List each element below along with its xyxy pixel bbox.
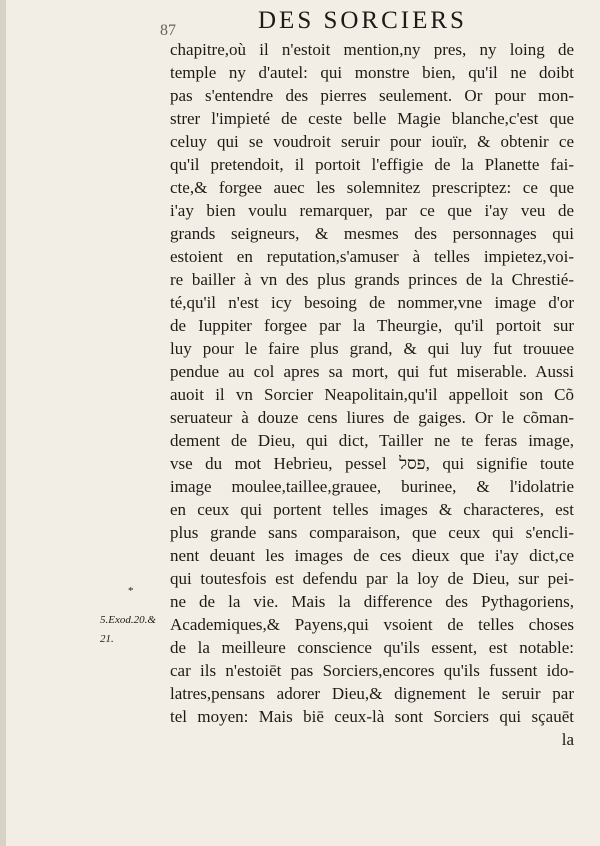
text-line: strer l'impieté de ceste belle Magie blanche,c'est que — [170, 109, 574, 128]
page-edge — [0, 0, 6, 846]
text-line: car ils n'estoiēt pas Sorciers,encores qu'ils fussent ido- — [170, 661, 574, 680]
text-line: re bailler à vn des plus grands princes de la Chrestié- — [170, 270, 574, 289]
text-line: plus grande sans comparaison, que ceux qui s'encli- — [170, 523, 574, 542]
text-line: ne de la vie. Mais la difference des Pythagoriens, — [170, 592, 574, 611]
text-line: pendue au col apres sa mort, qui fut miserable. Aussi — [170, 362, 574, 381]
page-number: 87 — [160, 22, 176, 39]
text-line: de la meilleure conscience qu'ils essent, est notable: — [170, 638, 574, 657]
margin-citation-line: 21. — [100, 633, 114, 645]
text-line: qui toutesfois est defendu par la loy de Dieu, sur pei- — [170, 569, 574, 588]
text-line: latres,pensans adorer Dieu,& dignement le seruir par — [170, 684, 574, 703]
text-line: té,qu'il n'est icy besoing de nommer,vne image d'or — [170, 293, 574, 312]
text-line: temple ny d'autel: qui monstre bien, qu'il ne doibt — [170, 63, 574, 82]
text-line: seruateur à douze cens liures de gaiges. Or le cõman- — [170, 408, 574, 427]
text-line: vse du mot Hebrieu, pessel פסל, qui signifie toute — [170, 454, 574, 473]
running-title: DES SORCIERS — [258, 7, 467, 34]
text-line: chapitre,où il n'estoit mention,ny pres, ny loing de — [170, 40, 574, 59]
text-line: estoient en reputation,s'amuser à telles impietez,voi- — [170, 247, 574, 266]
text-line: Academiques,& Payens,qui vsoient de telles choses — [170, 615, 574, 634]
text-line: i'ay bien voulu remarquer, par ce que i'ay veu de — [170, 201, 574, 220]
text-line: tel moyen: Mais biē ceux-là sont Sorciers qui sçauēt — [170, 707, 574, 726]
text-line: qu'il pretendoit, il portoit l'effigie de la Planette fai- — [170, 155, 574, 174]
text-line: pas s'entendre des pierres seulement. Or pour mon- — [170, 86, 574, 105]
text-line: celuy qui se voudroit seruir pour iouïr, & obtenir ce — [170, 132, 574, 151]
margin-citation-line: 5.Exod.20.& — [100, 614, 156, 626]
text-line: grands seigneurs, & mesmes des personnages qui — [170, 224, 574, 243]
text-line: image moulee,taillee,grauee, burinee, & l'idolatrie — [170, 477, 574, 496]
text-line: nent deuant les images de ces dieux que i'ay dict,ce — [170, 546, 574, 565]
body-text — [170, 38, 574, 751]
text-line: dement de Dieu, qui dict, Tailler ne te feras image, — [170, 431, 574, 450]
catchword: la — [561, 730, 574, 749]
text-line: en ceux qui portent telles images & characteres, est — [170, 500, 574, 519]
text-line: auoit il vn Sorcier Neapolitain,qu'il appelloit son Cõ — [170, 385, 574, 404]
margin-citation — [100, 611, 166, 649]
text-line: cte,& forgee auec les solemnitez prescriptez: ce que — [170, 178, 574, 197]
margin-reference-mark: * — [128, 585, 134, 597]
text-line: luy pour le faire plus grand, & qui luy fut trouuee — [170, 339, 574, 358]
text-line: de Iuppiter forgee par la Theurgie, qu'il portoit sur — [170, 316, 574, 335]
